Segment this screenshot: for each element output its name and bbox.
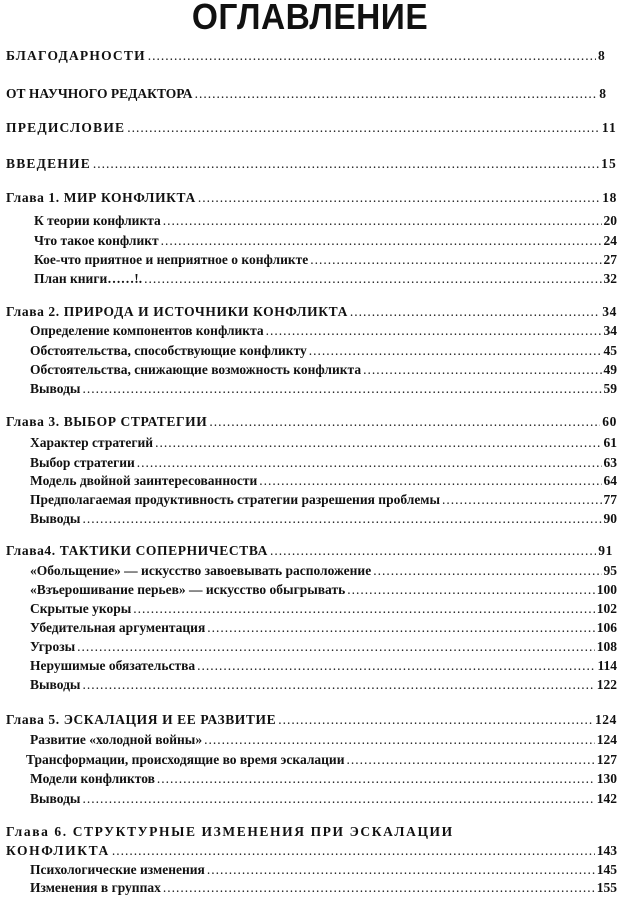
dot-leader [373, 563, 601, 579]
dot-leader [93, 156, 599, 172]
toc-entry-page: 61 [603, 435, 617, 450]
dot-leader [82, 381, 601, 397]
toc-entry-page: 130 [596, 771, 617, 786]
toc-entry-page: 59 [603, 381, 617, 396]
toc-entry[interactable] [30, 771, 617, 787]
toc-entry[interactable] [30, 862, 617, 878]
toc-entry-page: 8 [598, 48, 606, 63]
toc-entry[interactable] [34, 213, 617, 229]
toc-entry-page: 18 [602, 190, 617, 205]
toc-entry[interactable] [30, 473, 617, 489]
toc-entry-label: План книги……!. [34, 271, 143, 286]
toc-entry-page: 124 [594, 712, 617, 727]
toc-chapter[interactable] [6, 414, 617, 430]
toc-entry[interactable] [30, 362, 617, 378]
toc-entry-page: 49 [603, 362, 617, 377]
toc-entry[interactable] [6, 48, 606, 64]
dot-leader [347, 582, 595, 598]
dot-leader [278, 712, 593, 728]
toc-chapter[interactable] [6, 304, 617, 320]
dot-leader [204, 732, 595, 748]
dot-leader [347, 752, 595, 768]
toc-entry-label: ПРЕДИСЛОВИЕ [6, 120, 126, 135]
dot-leader [363, 362, 601, 378]
toc-entry-label: Что такое конфликт [34, 233, 159, 248]
toc-entry-page: 145 [596, 862, 617, 877]
dot-leader [82, 677, 594, 693]
toc-entry[interactable] [30, 343, 617, 359]
toc-entry-page: 155 [596, 880, 617, 895]
toc-entry-page: 11 [601, 120, 617, 135]
toc-entry-label: Обстоятельства, снижающие возможность конфликта [30, 362, 362, 377]
dot-leader [350, 304, 600, 320]
toc-entry-label: Глава 2. ПРИРОДА И ИСТОЧНИКИ КОНФЛИКТА [6, 304, 348, 319]
toc-entry[interactable] [6, 86, 606, 102]
dot-leader [82, 511, 601, 527]
dot-leader [148, 48, 596, 64]
toc-entry[interactable] [30, 880, 617, 896]
toc-entry[interactable] [30, 791, 617, 807]
dot-leader [207, 620, 594, 636]
toc-chapter[interactable] [6, 824, 617, 840]
toc-entry-page: 102 [596, 601, 617, 616]
toc-entry-page: 91 [598, 543, 613, 558]
toc-entry-page: 90 [603, 511, 617, 526]
toc-entry[interactable] [6, 120, 617, 136]
dot-leader [144, 271, 601, 287]
dot-leader [112, 843, 595, 859]
toc-entry-page: 24 [603, 233, 617, 248]
dot-leader [157, 771, 595, 787]
toc-entry-label: Скрытые укоры [30, 601, 132, 616]
toc-entry[interactable] [30, 435, 617, 451]
toc-entry-label: ОТ НАУЧНОГО РЕДАКТОРА [6, 86, 193, 101]
toc-entry-label: «Взъерошивание перьев» — искусство обыгрывать [30, 582, 346, 597]
toc-entry[interactable] [30, 658, 617, 674]
toc-entry-label: Выводы [30, 791, 81, 806]
toc-entry-page: 63 [603, 455, 617, 470]
dot-leader [127, 120, 600, 136]
toc-entry-page: 106 [596, 620, 617, 635]
toc-entry[interactable] [26, 752, 617, 768]
toc-entry-page: 27 [603, 252, 617, 267]
toc-entry-label: БЛАГОДАРНОСТИ [6, 48, 146, 63]
dot-leader [137, 455, 602, 471]
toc-entry-label: Изменения в группах [30, 880, 161, 895]
toc-entry-label: Глава 6. СТРУКТУРНЫЕ ИЗМЕНЕНИЯ ПРИ ЭСКАЛАЦИИ [6, 824, 454, 839]
toc-entry-label: Модели конфликтов [30, 771, 155, 786]
toc-entry-page: 77 [603, 492, 617, 507]
toc-chapter[interactable] [6, 543, 613, 559]
toc-entry-page: 124 [596, 732, 617, 747]
dot-leader [310, 252, 601, 268]
toc-chapter[interactable] [6, 190, 617, 206]
toc-entry-page: 45 [603, 343, 617, 358]
toc-entry-label: Определение компонентов конфликта [30, 323, 264, 338]
toc-entry[interactable] [30, 455, 617, 471]
toc-entry-page: 114 [597, 658, 617, 673]
toc-entry-label: Нерушимые обязательства [30, 658, 196, 673]
toc-entry[interactable] [6, 156, 617, 172]
toc-entry-page: 34 [603, 323, 617, 338]
toc-entry-page: 32 [603, 271, 617, 286]
toc-entry-page: 142 [596, 791, 617, 806]
dot-leader [209, 414, 600, 430]
dot-leader [259, 473, 601, 489]
toc-entry-label: Развитие «холодной войны» [30, 732, 203, 747]
toc-entry[interactable] [30, 323, 617, 339]
toc-entry-page: 60 [602, 414, 617, 429]
toc-entry-label: К теории конфликта [34, 213, 161, 228]
toc-entry-page: 34 [602, 304, 617, 319]
toc-entry[interactable] [30, 492, 617, 508]
toc-entry-label: Выводы [30, 511, 81, 526]
dot-leader [197, 658, 595, 674]
toc-entry[interactable] [30, 677, 617, 693]
toc-entry-label: Глава 1. МИР КОНФЛИКТА [6, 190, 196, 205]
toc-entry[interactable] [30, 732, 617, 748]
dot-leader [309, 343, 602, 359]
toc-entry-label: Выводы [30, 381, 81, 396]
toc-entry-page: 20 [603, 213, 617, 228]
toc-entry-label: Кое-что приятное и неприятное о конфликте [34, 252, 309, 267]
toc-entry-page: 64 [603, 473, 617, 488]
dot-leader [163, 213, 602, 229]
toc-entry-label: Трансформации, происходящие во время эскалации [26, 752, 345, 767]
toc-entry[interactable] [30, 511, 617, 527]
dot-leader [195, 86, 598, 102]
toc-entry-page: 108 [596, 639, 617, 654]
toc-entry[interactable] [30, 582, 617, 598]
toc-entry[interactable] [34, 233, 617, 249]
toc-entry[interactable] [34, 271, 617, 287]
dot-leader [207, 862, 595, 878]
toc-entry[interactable] [30, 381, 617, 397]
dot-leader [82, 791, 594, 807]
dot-leader [133, 601, 594, 617]
dot-leader [266, 323, 602, 339]
toc-entry-label: ВВЕДЕНИЕ [6, 156, 91, 171]
dot-leader [155, 435, 601, 451]
toc-entry-label: Психологические изменения [30, 862, 205, 877]
toc-entry[interactable] [30, 563, 617, 579]
dot-leader [77, 639, 595, 655]
toc-entry-label: «Обольщение» — искусство завоевывать расположение [30, 563, 372, 578]
toc-entry-page: 15 [601, 156, 617, 171]
toc-entry-label: Выбор стратегии [30, 455, 135, 470]
toc-entry-label: КОНФЛИКТА [6, 843, 110, 858]
toc-entry-label: Модель двойной заинтересованности [30, 473, 258, 488]
toc-entry[interactable] [30, 639, 617, 655]
toc-entry-label: Предполагаемая продуктивность стратегии разрешения проблемы [30, 492, 441, 507]
toc-entry[interactable] [30, 620, 617, 636]
page-title: ОГЛАВЛЕНИЕ [191, 0, 429, 37]
toc-entry-label: Угрозы [30, 639, 76, 654]
toc-entry-page: 8 [599, 86, 606, 101]
dot-leader [161, 233, 602, 249]
toc-entry-label: Обстоятельства, способствующие конфликту [30, 343, 307, 358]
toc-entry-label: Убедительная аргументация [30, 620, 206, 635]
dot-leader [163, 880, 595, 896]
toc-entry-page: 122 [596, 677, 617, 692]
dot-leader [198, 190, 600, 206]
toc-entry-label: Выводы [30, 677, 81, 692]
toc-entry-label: Глава4. ТАКТИКИ СОПЕРНИЧЕСТВА [6, 543, 268, 558]
toc-entry-label: Характер стратегий [30, 435, 154, 450]
toc-entry[interactable] [34, 252, 617, 268]
toc-entry-page: 100 [596, 582, 617, 597]
toc-entry[interactable] [30, 601, 617, 617]
toc-entry-label: Глава 5. ЭСКАЛАЦИЯ И ЕЕ РАЗВИТИЕ [6, 712, 277, 727]
toc-chapter-continued[interactable] [6, 843, 617, 859]
dot-leader [442, 492, 601, 508]
toc-entry-label: Глава 3. ВЫБОР СТРАТЕГИИ [6, 414, 208, 429]
toc-chapter[interactable] [6, 712, 617, 728]
dot-leader [270, 543, 596, 559]
toc-entry-page: 95 [603, 563, 617, 578]
toc-entry-page: 143 [596, 843, 617, 858]
toc-entry-page: 127 [596, 752, 617, 767]
